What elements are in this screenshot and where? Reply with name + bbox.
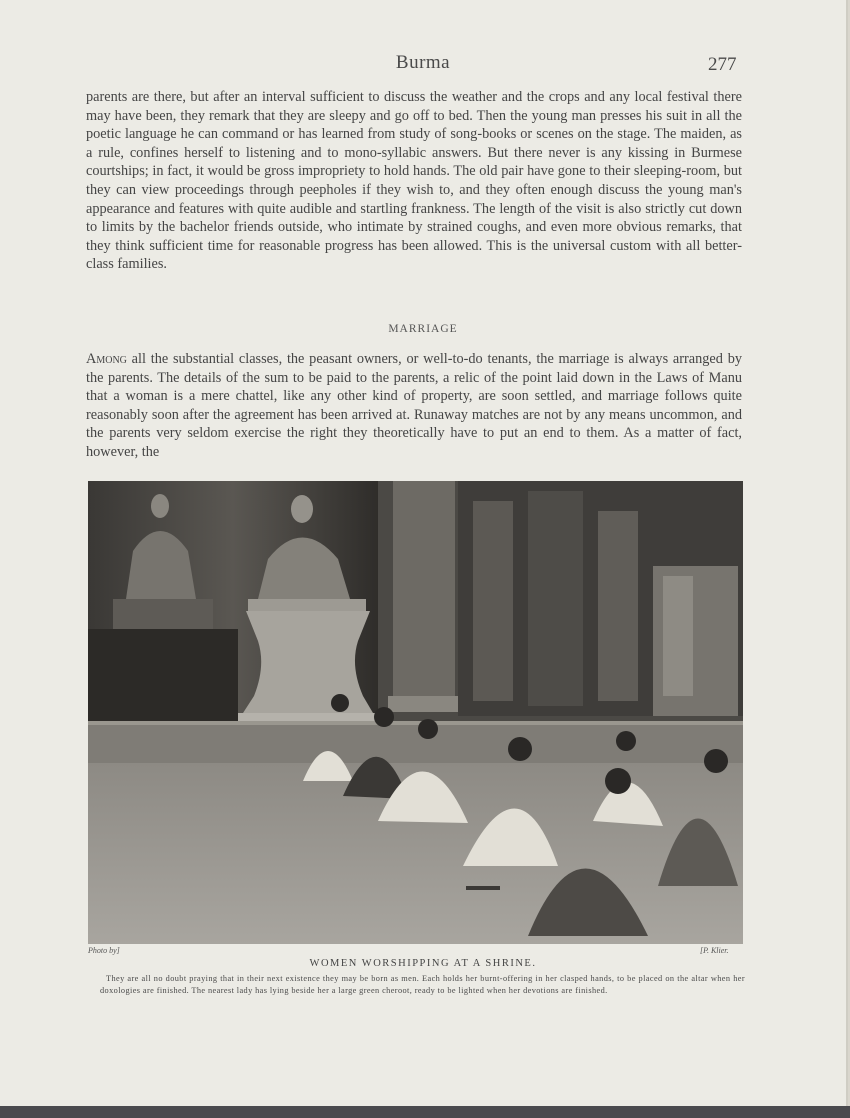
caption-title: WOMEN WORSHIPPING AT A SHRINE. <box>309 958 537 969</box>
paragraph-2-text: all the substantial classes, the peasant owners, or well-to-do tenants, the marriage is always arranged by the parents. The details of the sum to be paid to the parents, a relic of the point laid down in the Laws of Manu that a woman is a mere chattel, like any other kind of property, are soon settled, and marriage follows quite reasonably soon after the agreement has been arrived at. Runaway matches are not by any means uncommon, and the parents very seldom exercise the right they theoretically have to put an end to them. As a matter of fact, however, the <box>86 351 742 460</box>
body-paragraph-1: parents are there, but after an interval sufficient to discuss the weather and the crops and any local festival there may have been, they remark that they are sleepy and go off to bed. Then the young man presses his suit in all the poetic language he can command or has learned from study of song-books or scenes on the stage. The maiden, as a rule, confines herself to listening and to mono-syllabic answers. But there never is any kissing in Burmese courtships; in fact, it would be gross impropriety to hold hands. The old pair have gone to their sleeping-room, but they can view proceedings through peepholes if they wish to, and they often enough discuss the young man's appearance and features with quite audible and startling frankness. The length of the visit is also strictly cut down to limits by the bachelor friends outside, who intimate by strained coughs, and even more obvious remarks, that they think sufficient time for reasonable progress has been allowed. This is the universal custom with all better-class families. <box>86 89 742 273</box>
photo-credit-prefix: Photo by] <box>88 946 120 955</box>
paragraph-lead-word: Among <box>86 351 127 367</box>
caption-text: They are all no doubt praying that in their next existence they may be born as men. Each holds her burnt-offering in her clasped hands, to be placed on the altar when her doxologies are finished. The nearest lady has lying beside her a large green cheroot, ready to be lighted when her devotions are finished. <box>100 974 745 995</box>
photograph-image <box>88 481 743 944</box>
photo-credit-name: [P. Klier. <box>700 946 729 955</box>
body-paragraph-2 <box>86 350 742 462</box>
shrine-photograph <box>88 481 743 944</box>
scan-edge <box>0 1106 850 1118</box>
section-heading: MARRIAGE <box>388 323 458 335</box>
running-title: Burma <box>395 52 451 73</box>
page-number: 277 <box>708 54 737 75</box>
